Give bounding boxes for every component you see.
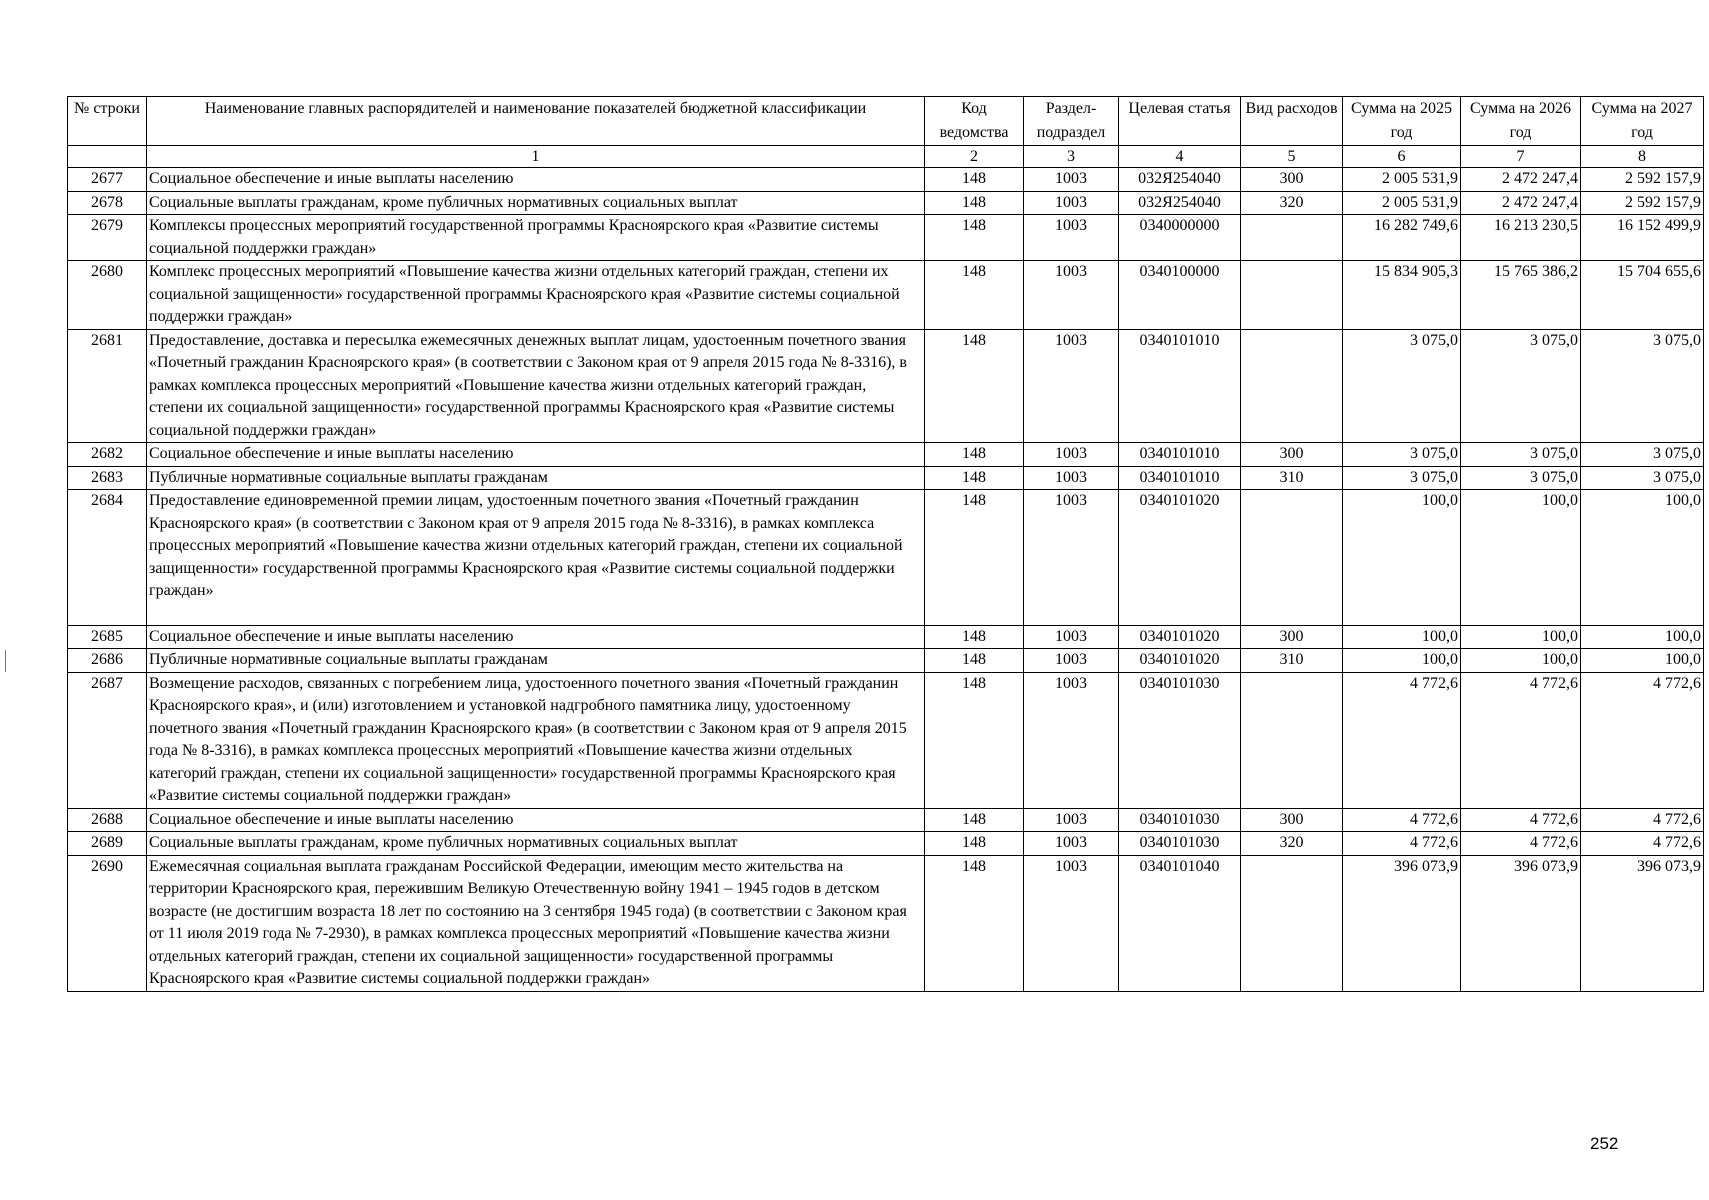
row-expense-type <box>1241 490 1343 626</box>
row-expense-type: 310 <box>1241 466 1343 490</box>
row-name: Комплексы процессных мероприятий государственной программы Красноярского края «Развитие системы социальной поддержки граждан» <box>147 215 925 261</box>
row-expense-type <box>1241 855 1343 991</box>
table-header <box>68 97 1704 146</box>
row-expense-type: 310 <box>1241 649 1343 673</box>
row-section: 1003 <box>1024 832 1119 856</box>
row-section: 1003 <box>1024 191 1119 215</box>
row-section: 1003 <box>1024 329 1119 443</box>
column-number-row <box>68 146 1704 168</box>
row-target: 0340101020 <box>1119 490 1241 626</box>
row-dept-code: 148 <box>925 490 1024 626</box>
row-sum-2026: 4 772,6 <box>1461 808 1581 832</box>
row-section: 1003 <box>1024 215 1119 261</box>
row-name: Возмещение расходов, связанных с погребением лица, удостоенного почетного звания «Почетный гражданин Красноярского края», и (или) изготовлением и установкой надгробного памятника лицу, удостоенному почетного звания «Почетный гражданин Красноярского края» (в соответствии с Законом края от 9 апреля 2015 года № 8-3316), в рамках комплекса процессных мероприятий «Повышение качества жизни отдельных категорий граждан, степени их социальной защищенности» государственной программы Красноярского края «Развитие системы социальной поддержки граждан» <box>147 672 925 808</box>
row-sum-2026: 100,0 <box>1461 649 1581 673</box>
row-sum-2025: 16 282 749,6 <box>1343 215 1461 261</box>
row-number: 2682 <box>68 443 147 467</box>
page-number: 252 <box>1590 1134 1619 1153</box>
row-sum-2027: 100,0 <box>1581 625 1704 649</box>
header-expense-type: Вид расходов <box>1241 97 1343 146</box>
column-number: 3 <box>1024 146 1119 168</box>
row-section: 1003 <box>1024 443 1119 467</box>
header-name: Наименование главных распорядителей и наименование показателей бюджетной классификации <box>147 97 925 146</box>
row-number: 2688 <box>68 808 147 832</box>
row-target: 0340000000 <box>1119 215 1241 261</box>
header-sum-2026: Сумма на 2026 год <box>1461 97 1581 146</box>
row-target: 0340101030 <box>1119 832 1241 856</box>
row-target: 0340101010 <box>1119 443 1241 467</box>
row-dept-code: 148 <box>925 329 1024 443</box>
table-row <box>68 649 1704 673</box>
table-row <box>68 808 1704 832</box>
row-number: 2677 <box>68 168 147 192</box>
row-sum-2027: 396 073,9 <box>1581 855 1704 991</box>
row-dept-code: 148 <box>925 443 1024 467</box>
row-expense-type: 300 <box>1241 808 1343 832</box>
row-section: 1003 <box>1024 649 1119 673</box>
budget-table <box>67 96 1704 992</box>
row-number: 2689 <box>68 832 147 856</box>
row-dept-code: 148 <box>925 672 1024 808</box>
row-sum-2025: 3 075,0 <box>1343 466 1461 490</box>
table-row <box>68 443 1704 467</box>
column-number: 5 <box>1241 146 1343 168</box>
row-sum-2026: 4 772,6 <box>1461 672 1581 808</box>
table-row <box>68 490 1704 626</box>
row-dept-code: 148 <box>925 625 1024 649</box>
row-target: 032Я254040 <box>1119 191 1241 215</box>
row-number: 2690 <box>68 855 147 991</box>
table-body <box>68 146 1704 992</box>
table-row <box>68 191 1704 215</box>
row-expense-type: 300 <box>1241 443 1343 467</box>
row-target: 0340101010 <box>1119 466 1241 490</box>
row-name: Социальные выплаты гражданам, кроме публичных нормативных социальных выплат <box>147 191 925 215</box>
column-number: 4 <box>1119 146 1241 168</box>
row-name: Социальные выплаты гражданам, кроме публичных нормативных социальных выплат <box>147 832 925 856</box>
row-sum-2027: 15 704 655,6 <box>1581 261 1704 330</box>
table-row <box>68 466 1704 490</box>
row-number: 2687 <box>68 672 147 808</box>
table-row <box>68 215 1704 261</box>
row-expense-type <box>1241 329 1343 443</box>
row-number: 2684 <box>68 490 147 626</box>
column-number: 1 <box>147 146 925 168</box>
row-sum-2027: 100,0 <box>1581 490 1704 626</box>
row-section: 1003 <box>1024 466 1119 490</box>
row-number: 2683 <box>68 466 147 490</box>
column-number-empty <box>68 146 147 168</box>
row-number: 2686 <box>68 649 147 673</box>
row-number: 2680 <box>68 261 147 330</box>
row-target: 0340100000 <box>1119 261 1241 330</box>
row-name: Предоставление единовременной премии лицам, удостоенным почетного звания «Почетный гражданин Красноярского края» (в соответствии с Законом края от 9 апреля 2015 года № 8-3316), в рамках комплекса процессных мероприятий «Повышение качества жизни отдельных категорий граждан, степени их социальной защищенности» государственной программы Красноярского края «Развитие системы социальной поддержки граждан» <box>147 490 925 626</box>
row-expense-type: 300 <box>1241 168 1343 192</box>
row-sum-2025: 100,0 <box>1343 649 1461 673</box>
header-sum-2027: Сумма на 2027 год <box>1581 97 1704 146</box>
row-sum-2026: 16 213 230,5 <box>1461 215 1581 261</box>
table-row <box>68 261 1704 330</box>
row-sum-2027: 4 772,6 <box>1581 832 1704 856</box>
column-number: 7 <box>1461 146 1581 168</box>
row-sum-2025: 15 834 905,3 <box>1343 261 1461 330</box>
row-sum-2025: 4 772,6 <box>1343 808 1461 832</box>
row-section: 1003 <box>1024 625 1119 649</box>
row-sum-2025: 3 075,0 <box>1343 443 1461 467</box>
header-target: Целевая статья <box>1119 97 1241 146</box>
row-dept-code: 148 <box>925 466 1024 490</box>
column-number: 6 <box>1343 146 1461 168</box>
row-name: Ежемесячная социальная выплата гражданам Российской Федерации, имеющим место жительства на территории Красноярского края, пережившим Великую Отечественную войну 1941 – 1945 годов в детском возрасте (не достигшим возраста 18 лет по состоянию на 3 сентября 1945 года) (в соответствии с Законом края от 11 июля 2019 года № 7-2930), в рамках комплекса процессных мероприятий «Повышение качества жизни отдельных категорий граждан, степени их социальной защищенности» государственной программы Красноярского края «Развитие системы социальной поддержки граждан» <box>147 855 925 991</box>
row-sum-2025: 396 073,9 <box>1343 855 1461 991</box>
table-row <box>68 832 1704 856</box>
table-row <box>68 329 1704 443</box>
row-name: Публичные нормативные социальные выплаты гражданам <box>147 649 925 673</box>
row-dept-code: 148 <box>925 832 1024 856</box>
table-row <box>68 672 1704 808</box>
row-sum-2025: 2 005 531,9 <box>1343 191 1461 215</box>
row-dept-code: 148 <box>925 261 1024 330</box>
header-code-dept: Код ведомства <box>925 97 1024 146</box>
row-target: 0340101020 <box>1119 649 1241 673</box>
column-number: 8 <box>1581 146 1704 168</box>
row-dept-code: 148 <box>925 649 1024 673</box>
table-row <box>68 168 1704 192</box>
header-row-no: № строки <box>68 97 147 146</box>
header-section: Раздел-подраздел <box>1024 97 1119 146</box>
row-sum-2026: 100,0 <box>1461 625 1581 649</box>
row-dept-code: 148 <box>925 808 1024 832</box>
row-sum-2026: 3 075,0 <box>1461 466 1581 490</box>
row-target: 0340101020 <box>1119 625 1241 649</box>
row-name: Социальное обеспечение и иные выплаты населению <box>147 625 925 649</box>
row-section: 1003 <box>1024 168 1119 192</box>
row-sum-2027: 3 075,0 <box>1581 466 1704 490</box>
row-number: 2679 <box>68 215 147 261</box>
row-sum-2027: 100,0 <box>1581 649 1704 673</box>
row-dept-code: 148 <box>925 191 1024 215</box>
row-expense-type <box>1241 215 1343 261</box>
row-sum-2026: 2 472 247,4 <box>1461 191 1581 215</box>
table-row <box>68 625 1704 649</box>
row-expense-type: 300 <box>1241 625 1343 649</box>
row-sum-2025: 4 772,6 <box>1343 672 1461 808</box>
row-sum-2026: 4 772,6 <box>1461 832 1581 856</box>
row-dept-code: 148 <box>925 855 1024 991</box>
row-sum-2027: 4 772,6 <box>1581 808 1704 832</box>
row-sum-2027: 2 592 157,9 <box>1581 168 1704 192</box>
row-sum-2026: 15 765 386,2 <box>1461 261 1581 330</box>
row-name: Публичные нормативные социальные выплаты гражданам <box>147 466 925 490</box>
row-target: 0340101040 <box>1119 855 1241 991</box>
column-number: 2 <box>925 146 1024 168</box>
row-target: 0340101030 <box>1119 808 1241 832</box>
row-name: Социальное обеспечение и иные выплаты населению <box>147 443 925 467</box>
row-sum-2026: 3 075,0 <box>1461 443 1581 467</box>
row-target: 0340101010 <box>1119 329 1241 443</box>
header-sum-2025: Сумма на 2025 год <box>1343 97 1461 146</box>
row-sum-2027: 4 772,6 <box>1581 672 1704 808</box>
row-sum-2026: 396 073,9 <box>1461 855 1581 991</box>
row-sum-2027: 2 592 157,9 <box>1581 191 1704 215</box>
row-sum-2025: 2 005 531,9 <box>1343 168 1461 192</box>
row-sum-2025: 100,0 <box>1343 625 1461 649</box>
row-number: 2678 <box>68 191 147 215</box>
row-sum-2027: 16 152 499,9 <box>1581 215 1704 261</box>
row-expense-type <box>1241 261 1343 330</box>
row-sum-2026: 100,0 <box>1461 490 1581 626</box>
row-section: 1003 <box>1024 808 1119 832</box>
row-name: Социальное обеспечение и иные выплаты населению <box>147 808 925 832</box>
row-sum-2025: 3 075,0 <box>1343 329 1461 443</box>
row-name: Предоставление, доставка и пересылка ежемесячных денежных выплат лицам, удостоенным почетного звания «Почетный гражданин Красноярского края» (в соответствии с Законом края от 9 апреля 2015 года № 8-3316), в рамках комплекса процессных мероприятий «Повышение качества жизни отдельных категорий граждан, степени их социальной защищенности» государственной программы Красноярского края «Развитие системы социальной поддержки граждан» <box>147 329 925 443</box>
row-expense-type: 320 <box>1241 191 1343 215</box>
row-section: 1003 <box>1024 672 1119 808</box>
row-section: 1003 <box>1024 855 1119 991</box>
row-sum-2025: 100,0 <box>1343 490 1461 626</box>
row-name: Социальное обеспечение и иные выплаты населению <box>147 168 925 192</box>
row-section: 1003 <box>1024 261 1119 330</box>
row-sum-2026: 2 472 247,4 <box>1461 168 1581 192</box>
row-number: 2685 <box>68 625 147 649</box>
row-target: 0340101030 <box>1119 672 1241 808</box>
row-number: 2681 <box>68 329 147 443</box>
row-dept-code: 148 <box>925 168 1024 192</box>
row-sum-2026: 3 075,0 <box>1461 329 1581 443</box>
row-name: Комплекс процессных мероприятий «Повышение качества жизни отдельных категорий граждан, степени их социальной защищенности» государственной программы Красноярского края «Развитие системы социальной поддержки граждан» <box>147 261 925 330</box>
row-dept-code: 148 <box>925 215 1024 261</box>
row-expense-type: 320 <box>1241 832 1343 856</box>
margin-mark <box>5 650 6 672</box>
row-sum-2027: 3 075,0 <box>1581 329 1704 443</box>
row-expense-type <box>1241 672 1343 808</box>
row-section: 1003 <box>1024 490 1119 626</box>
row-target: 032Я254040 <box>1119 168 1241 192</box>
row-sum-2025: 4 772,6 <box>1343 832 1461 856</box>
row-sum-2027: 3 075,0 <box>1581 443 1704 467</box>
table-row <box>68 855 1704 991</box>
